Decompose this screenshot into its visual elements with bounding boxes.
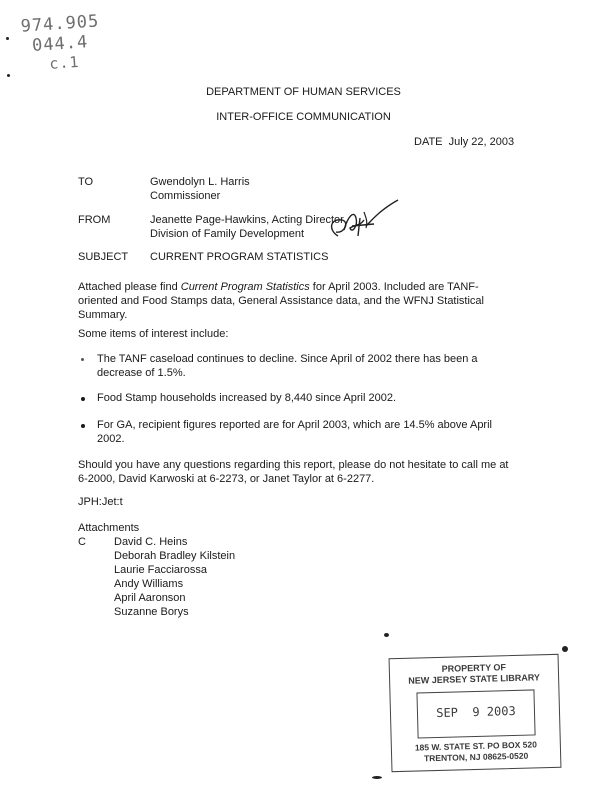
speck [6,37,9,40]
bullet-marker [81,424,85,428]
attachments-label: Attachments [78,522,140,534]
bullet-item-2 [97,391,547,405]
date-line [414,135,514,149]
library-property-stamp [389,654,562,772]
cc-recipient: David C. Heins [114,536,188,548]
typist-initials: JPH:Jet:t [78,496,123,508]
stamp-date: SEP 9 2003 [436,703,516,721]
cc-list [114,535,235,619]
speck [372,776,382,779]
intro-line-1 [78,280,538,294]
subject-value: CURRENT PROGRAM STATISTICS [150,251,329,263]
intro-line-3: Summary. [78,309,128,321]
closing-paragraph [78,458,548,486]
to-name: Gwendolyn L. Harris [150,176,250,188]
stamp-address-1: 185 W. STATE ST. PO BOX 520 [414,739,537,753]
bullet-item-3 [97,418,547,446]
handwritten-call-number [20,11,103,74]
bullet-marker [81,358,84,361]
closing-line-1: Should you have any questions regarding this report, please do not hesitate to call me at [78,459,509,471]
stamp-address-2: TRENTON, NJ 08625-0520 [423,750,529,764]
to-label: TO [78,176,94,188]
date-value: July 22, 2003 [448,136,515,148]
stamp-line-1: PROPERTY OF [441,662,507,674]
from-division: Division of Family Development [150,228,305,240]
cc-label: C [78,536,86,548]
stamp-line-2: NEW JERSEY STATE LIBRARY [408,672,541,686]
bullet-3-line-2: 2002. [97,433,125,445]
bullet-marker [81,397,85,401]
signature-initials [322,196,402,246]
subject-label: SUBJECT [78,251,129,263]
bullet-1-line-1: The TANF caseload continues to decline. Since April of 2002 there has been a [97,353,478,365]
call-number-line-1: 974.905 [20,11,100,37]
from-label: FROM [78,214,111,226]
to-title: Commissioner [150,190,221,202]
bullet-2-line-1: Food Stamp households increased by 8,440 since April 2002. [97,392,397,404]
from-name: Jeanette Page-Hawkins, Acting Director [150,214,344,226]
intro-rest: for April 2003. Included are TANF- [309,281,479,293]
cc-recipient: Andy Williams [114,578,184,590]
bullet-item-1 [97,352,547,380]
date-label: DATE [414,136,443,148]
cc-recipient: April Aaronson [114,592,186,604]
intro-paragraph [78,280,538,322]
stamp-date-box [416,689,535,738]
items-intro: Some items of interest include: [78,328,229,340]
speck [7,74,10,77]
bullet-1-line-2: decrease of 1.5%. [97,367,186,379]
cc-recipient: Suzanne Borys [114,606,189,618]
department-heading: DEPARTMENT OF HUMAN SERVICES [206,86,401,98]
bullet-3-line-1: For GA, recipient figures reported are for April 2003, which are 14.5% above April [97,419,492,431]
memo-type-heading: INTER-OFFICE COMMUNICATION [216,111,391,123]
speck [562,646,568,652]
intro-lead: Attached please find [78,281,181,293]
cc-recipient: Laurie Facciarossa [114,564,207,576]
cc-recipient: Deborah Bradley Kilstein [114,550,236,562]
speck [384,633,389,637]
closing-line-2: 6-2000, David Karwoski at 6-2273, or Janet Taylor at 6-2277. [78,473,375,485]
call-number-line-2: 044.4 [31,32,89,57]
intro-line-2: oriented and Food Stamps data, General Assistance data, and the WFNJ Statistical [78,295,484,307]
report-title: Current Program Statistics [180,281,310,293]
call-number-line-3: c.1 [48,52,81,73]
